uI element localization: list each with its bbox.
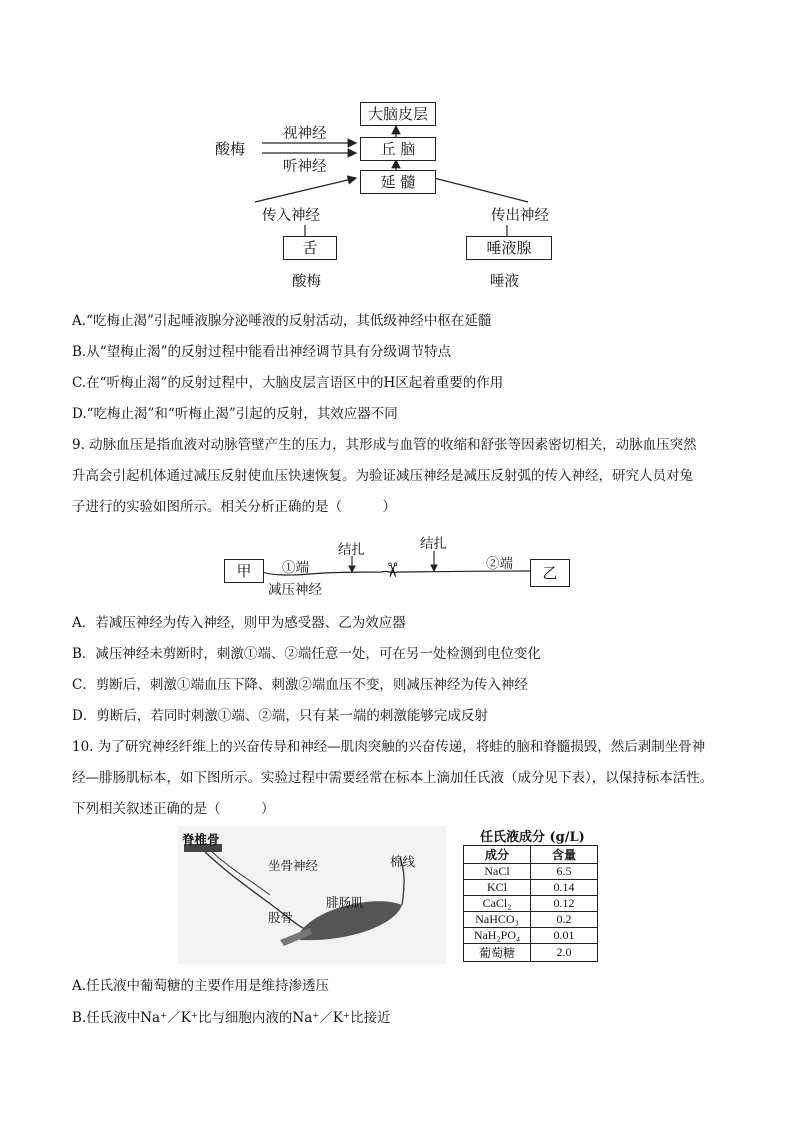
- tongue-box: 舌: [283, 236, 337, 260]
- sour-plum-label: 酸梅: [215, 140, 246, 158]
- salivary-box: 唾液腺: [466, 236, 552, 260]
- ringer-table: [463, 845, 598, 962]
- q8-option-c: C.在“听梅止渴”的反射过程中，大脑皮层言语区中的H区起着重要的作用: [72, 375, 504, 391]
- thalamus-box: 丘 脑: [360, 137, 436, 161]
- auditory-nerve-label: 听神经: [283, 159, 327, 175]
- cortex-box: 大脑皮层: [360, 102, 436, 126]
- q10-stem-line-1: 10. 为了研究神经纤维上的兴奋传导和神经—肌肉突触的兴奋传递，将蛙的脑和脊髓损毁，然后剥制坐骨神: [72, 739, 706, 755]
- q10-stem-line-2: 经—腓肠肌标本，如下图所示。实验过程中需要经常在标本上滴加任氏液（成分见下表），以保持标本活性。: [72, 770, 714, 786]
- table-row: [464, 880, 598, 896]
- table-cell: 0.12: [531, 896, 598, 912]
- q9-option-d: D．剪断后，若同时刺激①端、②端，只有某一端的刺激能够完成反射: [72, 708, 488, 724]
- table-cell: NaHCO₃: [464, 912, 531, 928]
- table-cell: NaCl: [464, 864, 531, 880]
- q10-option-b: B.任氏液中Na⁺／K⁺比与细胞内液的Na⁺／K⁺比接近: [72, 1010, 391, 1026]
- q8-option-b: B.从“望梅止渴”的反射过程中能看出神经调节具有分级调节特点: [72, 344, 452, 360]
- table-row: [464, 928, 598, 944]
- medulla-box: 延 髓: [360, 170, 436, 194]
- table-header-row: [464, 846, 598, 864]
- q9-option-c: C．剪断后，刺激①端血压下降、刺激②端血压不变，则减压神经为传入神经: [72, 677, 528, 693]
- table-header-amount: 含量: [531, 846, 598, 864]
- q9-option-b: B．减压神经未剪断时，刺激①端、②端任意一处，可在另一处检测到电位变化: [72, 646, 541, 662]
- ligature-2-label: 结扎: [420, 536, 447, 552]
- table-row: [464, 912, 598, 928]
- efferent-label: 传出神经: [491, 208, 549, 224]
- q8-option-a: A.“吃梅止渴”引起唾液腺分泌唾液的反射活动，其低级神经中枢在延髓: [72, 313, 492, 329]
- table-cell: 0.01: [531, 928, 598, 944]
- q10-option-a: A.任氏液中葡萄糖的主要作用是维持渗透压: [72, 978, 330, 994]
- table-row: [464, 896, 598, 912]
- visual-nerve-label: 视神经: [283, 126, 327, 142]
- table-cell: 0.2: [531, 912, 598, 928]
- ligature-1-label: 结扎: [338, 542, 365, 558]
- sciatic-label: 坐骨神经: [268, 858, 319, 873]
- nerve-label: 减压神经: [268, 582, 322, 598]
- table-header-component: 成分: [464, 846, 531, 864]
- table-cell: 葡萄糖: [464, 944, 531, 962]
- table-cell: NaH₂PO₄: [464, 928, 531, 944]
- spine-label: 脊椎骨: [182, 832, 220, 847]
- ringer-table-title: 任氏液成分 (g/L): [480, 830, 585, 845]
- gastrocnemius-label: 腓肠肌: [326, 895, 364, 910]
- q9-stem-line-1: 9. 动脉血压是指血液对动脉管壁产生的压力，其形成与血管的收缩和舒张等因素密切相关，动脉血压突然: [72, 437, 697, 453]
- table-row: [464, 864, 598, 880]
- thread-label: 棉线: [390, 854, 416, 869]
- q9-option-a: A．若减压神经为传入神经，则甲为感受器、乙为效应器: [72, 615, 406, 631]
- end-1-label: ①端: [282, 560, 309, 576]
- table-row: [464, 944, 598, 962]
- table-cell: 2.0: [531, 944, 598, 962]
- scissors-icon: ✂: [380, 561, 405, 579]
- table-cell: 6.5: [531, 864, 598, 880]
- box-jia: 甲: [224, 559, 264, 583]
- femur-label: 股骨: [268, 910, 294, 925]
- q8-option-d: D.“吃梅止渴”和“听梅止渴”引起的反射，其效应器不同: [72, 406, 398, 422]
- table-cell: 0.14: [531, 880, 598, 896]
- end-2-label: ②端: [486, 556, 513, 572]
- q9-stem-line-2: 升高会引起机体通过减压反射使血压快速恢复。为验证减压神经是减压反射弧的传入神经，研究人员对兔: [72, 468, 693, 484]
- table-cell: CaCl₂: [464, 896, 531, 912]
- table-cell: KCl: [464, 880, 531, 896]
- saliva-label: 唾液: [490, 274, 519, 290]
- afferent-label: 传入神经: [262, 208, 320, 224]
- q9-stem-line-3: 子进行的实验如图所示。相关分析正确的是（ ）: [72, 499, 396, 515]
- bottom-plum-label: 酸梅: [292, 274, 321, 290]
- q10-stem-line-3: 下列相关叙述正确的是（ ）: [72, 801, 275, 817]
- box-yi: 乙: [530, 559, 570, 587]
